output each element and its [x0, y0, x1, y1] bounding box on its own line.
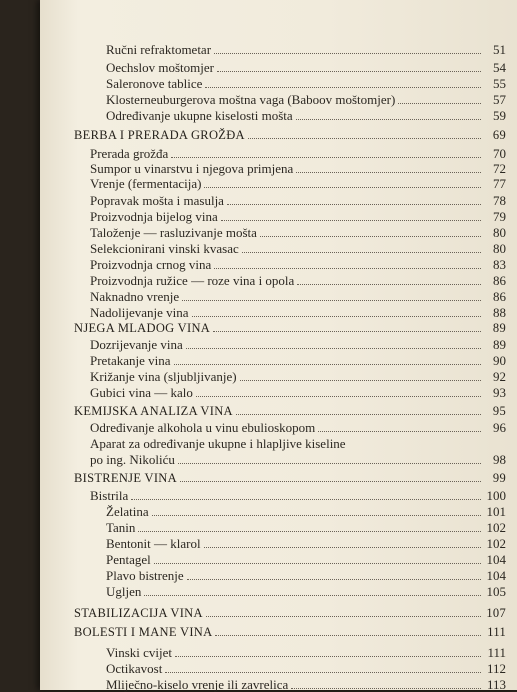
- toc-entry-page: 78: [493, 193, 506, 208]
- toc-entry-title: Naknadno vrenje: [90, 289, 180, 304]
- toc-entry-page: 96: [493, 420, 506, 435]
- toc-entry-page: 112: [486, 661, 506, 676]
- toc-entry-title: Ugljen: [106, 584, 142, 599]
- toc-entry: [74, 625, 506, 640]
- toc-entry-page: 51: [493, 42, 506, 57]
- toc-entry-title: Proizvodnja ružice — roze vina i opola: [90, 273, 295, 288]
- toc-entry-page: 70: [493, 146, 506, 161]
- toc-entry: [90, 353, 506, 368]
- toc-entry: [106, 552, 506, 567]
- toc-entry-title: Križanje vina (sljubljivanje): [90, 369, 237, 384]
- toc-entry-title: Vrenje (fermentacija): [90, 176, 202, 191]
- dot-leader: [227, 194, 481, 205]
- dot-leader: [260, 226, 481, 237]
- dot-leader: [291, 678, 481, 689]
- toc-entry: [90, 337, 506, 352]
- toc-entry: [90, 146, 506, 161]
- toc-entry: [74, 606, 506, 621]
- toc-entry: [90, 161, 506, 176]
- toc-entry: [90, 225, 506, 240]
- toc-entry-title: Octikavost: [106, 661, 163, 676]
- toc-entry-title: po ing. Nikoliću: [90, 452, 175, 467]
- toc-entry-page: 79: [493, 209, 506, 224]
- toc-entry: [74, 321, 506, 336]
- dot-leader: [205, 77, 481, 88]
- dot-leader: [180, 471, 481, 482]
- toc-entry-title: Određivanje ukupne kiselosti mošta: [106, 108, 293, 123]
- toc-entry: [106, 60, 506, 75]
- toc-entry-title: Bistrila: [90, 488, 129, 503]
- toc-entry: [90, 452, 506, 467]
- dot-leader: [154, 553, 481, 564]
- toc-entry: [90, 176, 506, 191]
- toc-entry-page: 107: [486, 606, 506, 620]
- toc-entry-page: 113: [486, 677, 506, 692]
- toc-entry: [90, 385, 506, 400]
- toc-entry-title: KEMIJSKA ANALIZA VINA: [74, 404, 233, 418]
- dot-leader: [178, 453, 481, 464]
- toc-entry: [90, 488, 506, 503]
- toc-entry-page: 104: [486, 568, 506, 583]
- toc-entry-title: Određivanje alkohola u vinu ebulioskopom: [90, 420, 316, 435]
- dot-leader: [297, 274, 481, 285]
- dot-leader: [204, 177, 481, 188]
- toc-entry-page: 55: [493, 76, 506, 91]
- toc-entry-title: Sumpor u vinarstvu i njegova primjena: [90, 161, 294, 176]
- toc-entry: [74, 404, 506, 419]
- dot-leader: [296, 109, 481, 120]
- toc-entry-title: NJEGA MLADOG VINA: [74, 321, 211, 335]
- toc-entry-title: Vinski cvijet: [106, 645, 173, 660]
- toc-entry-title: Pentagel: [106, 552, 151, 567]
- toc-entry-title: BISTRENJE VINA: [74, 471, 177, 485]
- toc-entry: [90, 369, 506, 384]
- toc-entry-page: 105: [486, 584, 506, 599]
- toc-entry-title: Proizvodnja bijelog vina: [90, 209, 218, 224]
- toc-entry-title: Prerada grožđa: [90, 146, 169, 161]
- toc-entry-page: 101: [486, 504, 506, 519]
- toc-entry-page: 111: [487, 625, 506, 639]
- toc-entry: [106, 661, 506, 676]
- toc-entry: [90, 420, 506, 435]
- toc-entry-page: 54: [493, 60, 506, 75]
- toc-entry-page: 80: [493, 241, 506, 256]
- toc-entry-title: Aparat za određivanje ukupne i hlapljive kiseline: [90, 436, 346, 451]
- dot-leader: [240, 370, 481, 381]
- dot-leader: [187, 569, 481, 580]
- dot-leader: [196, 386, 481, 397]
- toc-entry-title: Taloženje — rasluzivanje mošta: [90, 225, 257, 240]
- toc-entry-title: Gubici vina — kalo: [90, 385, 193, 400]
- dot-leader: [217, 61, 481, 72]
- toc-entry-title: Saleronove tablice: [106, 76, 203, 91]
- toc-entry: [90, 289, 506, 304]
- dot-leader: [242, 242, 481, 253]
- toc-entry-page: 89: [492, 321, 506, 335]
- toc-entry-title: Nadolijevanje vina: [90, 305, 189, 320]
- toc-entry-title: Želatina: [106, 504, 149, 519]
- book-page: [40, 0, 517, 690]
- toc-entry-title: BERBA I PRERADA GROŽĐA: [74, 128, 245, 142]
- toc-entry-title: BOLESTI I MANE VINA: [74, 625, 213, 639]
- dot-leader: [296, 162, 481, 173]
- dot-leader: [215, 625, 481, 636]
- toc-entry-page: 95: [492, 404, 506, 418]
- toc-entry-page: 99: [492, 471, 506, 485]
- toc-entry-title: Selekcionirani vinski kvasac: [90, 241, 239, 256]
- toc-entry: [90, 209, 506, 224]
- toc-entry-page: 72: [493, 161, 506, 176]
- dot-leader: [206, 606, 481, 617]
- dot-leader: [318, 421, 481, 432]
- dot-leader: [144, 585, 481, 596]
- dot-leader: [236, 404, 481, 415]
- dot-leader: [175, 646, 481, 657]
- toc-entry: [106, 76, 506, 91]
- toc-entry: [90, 257, 506, 272]
- toc-entry: [106, 92, 506, 107]
- toc-entry-page: 98: [493, 452, 506, 467]
- toc-entry-page: 111: [487, 645, 506, 660]
- toc-entry: [106, 504, 506, 519]
- toc-entry: [106, 536, 506, 551]
- toc-entry-page: 80: [493, 225, 506, 240]
- toc-entry: [90, 273, 506, 288]
- toc-entry-title: Bentonit — klarol: [106, 536, 201, 551]
- toc-entry-page: 77: [493, 176, 506, 191]
- toc-entry-page: 102: [486, 520, 506, 535]
- dot-leader: [213, 321, 481, 332]
- toc-entry: [90, 193, 506, 208]
- toc-entry-page: 83: [493, 257, 506, 272]
- toc-entry-page: 89: [493, 337, 506, 352]
- toc-entry-page: 102: [486, 536, 506, 551]
- toc-entry-page: 59: [493, 108, 506, 123]
- toc-entry-page: 88: [493, 305, 506, 320]
- dot-leader: [248, 128, 481, 139]
- toc-entry: [106, 645, 506, 660]
- toc-entry: [106, 520, 506, 535]
- toc-entry-page: 69: [492, 128, 506, 142]
- toc-entry-title: Pretakanje vina: [90, 353, 171, 368]
- toc-entry-page: 93: [493, 385, 506, 400]
- dot-leader: [131, 489, 481, 500]
- dot-leader: [174, 354, 482, 365]
- toc-entry-page: 90: [493, 353, 506, 368]
- toc-entry: [74, 128, 506, 143]
- toc-entry-title: Tanin: [106, 520, 136, 535]
- toc-entry-title: Mliječno-kiselo vrenje ili zavrelica: [106, 677, 289, 692]
- toc-entry: [74, 471, 506, 486]
- toc-entry-title: Oechslov moštomjer: [106, 60, 214, 75]
- toc-entry-title: Plavo bistrenje: [106, 568, 184, 583]
- toc-entry-title: STABILIZACIJA VINA: [74, 606, 203, 620]
- toc-entry-title: Proizvodnja crnog vina: [90, 257, 212, 272]
- dot-leader: [171, 147, 481, 158]
- dot-leader: [152, 505, 481, 516]
- toc-entry-page: 86: [493, 273, 506, 288]
- dot-leader: [214, 43, 481, 54]
- dot-leader: [204, 537, 481, 548]
- toc-entry: [106, 42, 506, 57]
- toc-entry: [90, 241, 506, 256]
- dot-leader: [138, 521, 481, 532]
- toc-entry: [90, 305, 506, 320]
- dot-leader: [165, 662, 481, 673]
- toc-entry-title: Popravak mošta i masulja: [90, 193, 224, 208]
- toc-entry-page: 104: [486, 552, 506, 567]
- toc-entry-title: Klosterneuburgerova moštna vaga (Baboov moštomjer): [106, 92, 396, 107]
- dot-leader: [182, 290, 481, 301]
- dot-leader: [221, 210, 481, 221]
- toc-entry-page: 100: [486, 488, 506, 503]
- toc-entry-page: 86: [493, 289, 506, 304]
- toc-entry-title: Dozrijevanje vina: [90, 337, 183, 352]
- toc-entry-title: Ručni refraktometar: [106, 42, 212, 57]
- toc-entry-page: 57: [493, 92, 506, 107]
- dot-leader: [186, 338, 481, 349]
- dot-leader: [214, 258, 481, 269]
- toc-entry: [90, 436, 506, 451]
- toc-entry: [106, 584, 506, 599]
- table-of-contents: [40, 0, 517, 690]
- toc-entry-page: 92: [493, 369, 506, 384]
- dot-leader: [398, 93, 481, 104]
- toc-entry: [106, 108, 506, 123]
- dot-leader: [192, 306, 481, 317]
- toc-entry: [106, 568, 506, 583]
